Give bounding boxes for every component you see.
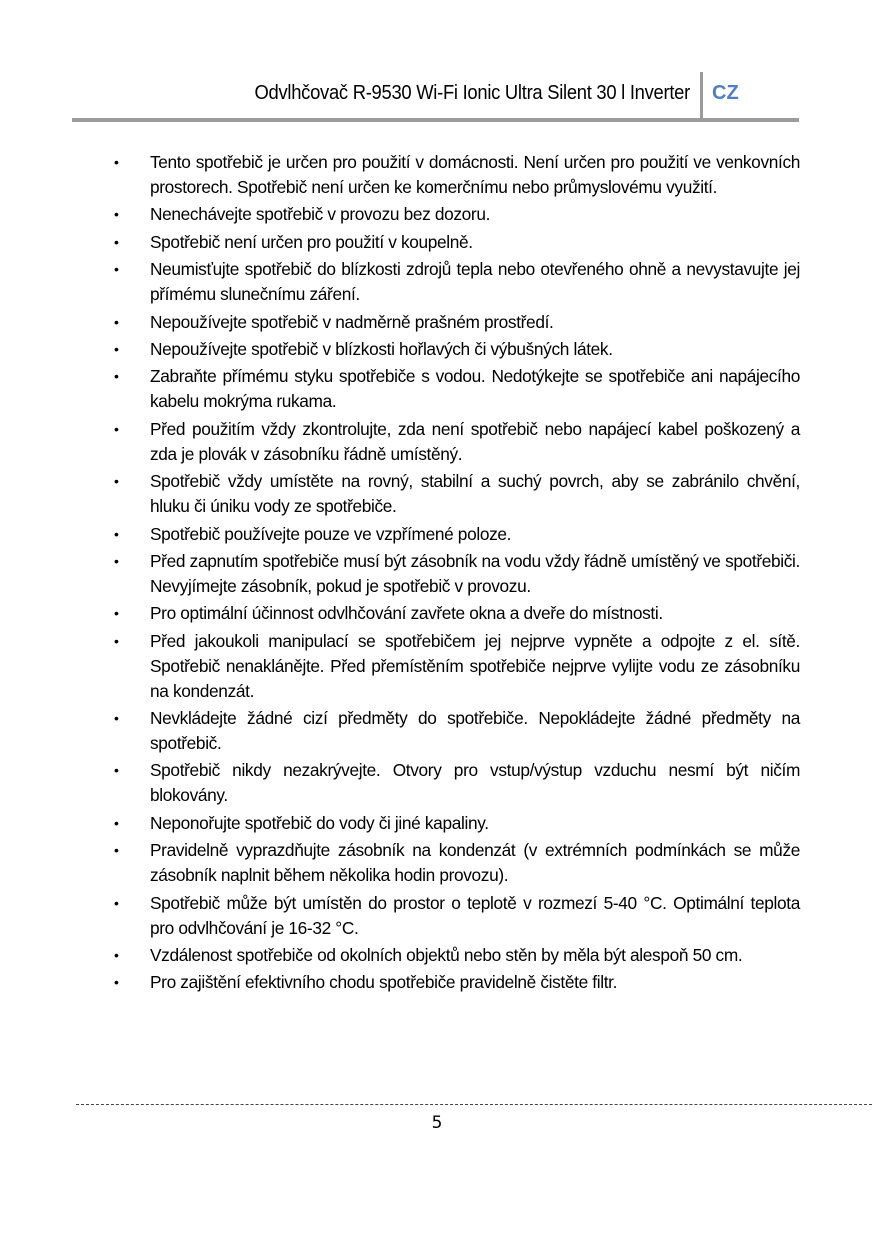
footer-divider: [76, 1104, 872, 1105]
list-item-text: Spotřebič vždy umístěte na rovný, stabilní a suchý povrch, aby se zabránilo chvění, hluku či úniku vody ze spotřebiče.: [150, 471, 800, 517]
bullet-icon: •: [114, 420, 119, 437]
bullet-icon: •: [114, 632, 119, 649]
list-item-text: Pro optimální účinnost odvlhčování zavřete okna a dveře do místnosti.: [150, 603, 663, 624]
header-separator: [700, 72, 703, 118]
list-item-text: Spotřebič není určen pro použití v koupelně.: [150, 231, 473, 252]
list-item: [110, 417, 800, 467]
list-item-text: Zabraňte přímému styku spotřebiče s vodou. Nedotýkejte se spotřebiče ani napájecího kabelu mokrýma rukama.: [150, 366, 800, 412]
list-item: [110, 758, 800, 808]
bullet-icon: •: [114, 313, 119, 330]
bullet-icon: •: [114, 340, 119, 357]
bullet-list: [110, 150, 800, 995]
bullet-icon: •: [114, 261, 119, 278]
list-item: [110, 230, 800, 255]
list-item-text: Nenechávejte spotřebič v provozu bez dozoru.: [150, 204, 491, 225]
list-item: [110, 838, 800, 888]
list-item-text: Před jakoukoli manipulací se spotřebičem jej nejprve vypněte a odpojte z el. sítě. Spotřebič nenaklánějte. Před přemístěním spotřebiče nejprve vylijte vodu ze zásobníku na kondenzát.: [150, 630, 800, 701]
list-item: [110, 310, 800, 335]
list-item: [110, 469, 800, 519]
list-item: [110, 706, 800, 756]
list-item-text: Před použitím vždy zkontrolujte, zda není spotřebič nebo napájecí kabel poškozený a zda je plovák v zásobníku řádně umístěný.: [150, 418, 800, 464]
list-item: [110, 522, 800, 547]
page-header: [0, 72, 874, 122]
safety-instructions: [110, 150, 800, 998]
bullet-icon: •: [114, 762, 119, 779]
list-item: [110, 629, 800, 704]
list-item-text: Před zapnutím spotřebiče musí být zásobník na vodu vždy řádně umístěný ve spotřebiči. Nevyjímejte zásobník, pokud je spotřebič v provozu.: [150, 550, 800, 596]
list-item: [110, 257, 800, 307]
bullet-icon: •: [114, 206, 119, 223]
bullet-icon: •: [114, 368, 119, 385]
list-item-text: Pravidelně vyprazdňujte zásobník na kondenzát (v extrémních podmínkách se může zásobník naplnit během několika hodin provozu).: [150, 840, 800, 886]
bullet-icon: •: [114, 233, 119, 250]
bullet-icon: •: [114, 894, 119, 911]
header-rule: [72, 118, 799, 122]
list-item-text: Nepoužívejte spotřebič v blízkosti hořlavých či výbušných látek.: [150, 338, 613, 359]
list-item-text: Spotřebič používejte pouze ve vzpřímené poloze.: [150, 523, 512, 544]
bullet-icon: •: [114, 710, 119, 727]
list-item: [110, 202, 800, 227]
list-item: [110, 337, 800, 362]
list-item: [110, 601, 800, 626]
bullet-icon: •: [114, 525, 119, 542]
bullet-icon: •: [114, 473, 119, 490]
list-item: [110, 943, 800, 968]
bullet-icon: •: [114, 605, 119, 622]
list-item-text: Nepoužívejte spotřebič v nadměrně prašném prostředí.: [150, 311, 554, 332]
list-item: [110, 364, 800, 414]
list-item-text: Tento spotřebič je určen pro použití v domácnosti. Není určen pro použití ve venkovních prostorech. Spotřebič není určen ke komerčnímu nebo průmyslovému využití.: [150, 152, 800, 197]
list-item: [110, 150, 800, 200]
list-item: [110, 811, 800, 836]
list-item: [110, 891, 800, 941]
page-number: 5: [431, 1113, 443, 1133]
list-item-text: Neumisťujte spotřebič do blízkosti zdrojů tepla nebo otevřeného ohně a nevystavujte jej přímému slunečnímu záření.: [150, 259, 800, 305]
bullet-icon: •: [114, 814, 119, 831]
list-item: [110, 549, 800, 599]
list-item-text: Spotřebič může být umístěn do prostor o teplotě v rozmezí 5-40 °C. Optimální teplota pro odvlhčování je 16-32 °C.: [150, 892, 800, 938]
bullet-icon: •: [114, 552, 119, 569]
list-item-text: Vzdálenost spotřebiče od okolních objektů nebo stěn by měla být alespoň 50 cm.: [150, 945, 743, 966]
list-item-text: Nevkládejte žádné cizí předměty do spotřebiče. Nepokládejte žádné předměty na spotřebič.: [150, 708, 800, 754]
header-title: Odvlhčovač R-9530 Wi-Fi Ionic Ultra Silent 30 l Inverter: [254, 82, 690, 104]
list-item-text: Neponořujte spotřebič do vody či jiné kapaliny.: [150, 812, 489, 833]
bullet-icon: •: [114, 154, 119, 170]
list-item: [110, 970, 800, 995]
bullet-icon: •: [114, 974, 119, 991]
list-item-text: Pro zajištění efektivního chodu spotřebiče pravidelně čistěte filtr.: [150, 972, 618, 993]
list-item-text: Spotřebič nikdy nezakrývejte. Otvory pro vstup/výstup vzduchu nesmí být ničím blokovány.: [150, 760, 800, 806]
bullet-icon: •: [114, 947, 119, 964]
bullet-icon: •: [114, 842, 119, 859]
language-code: CZ: [712, 82, 739, 104]
